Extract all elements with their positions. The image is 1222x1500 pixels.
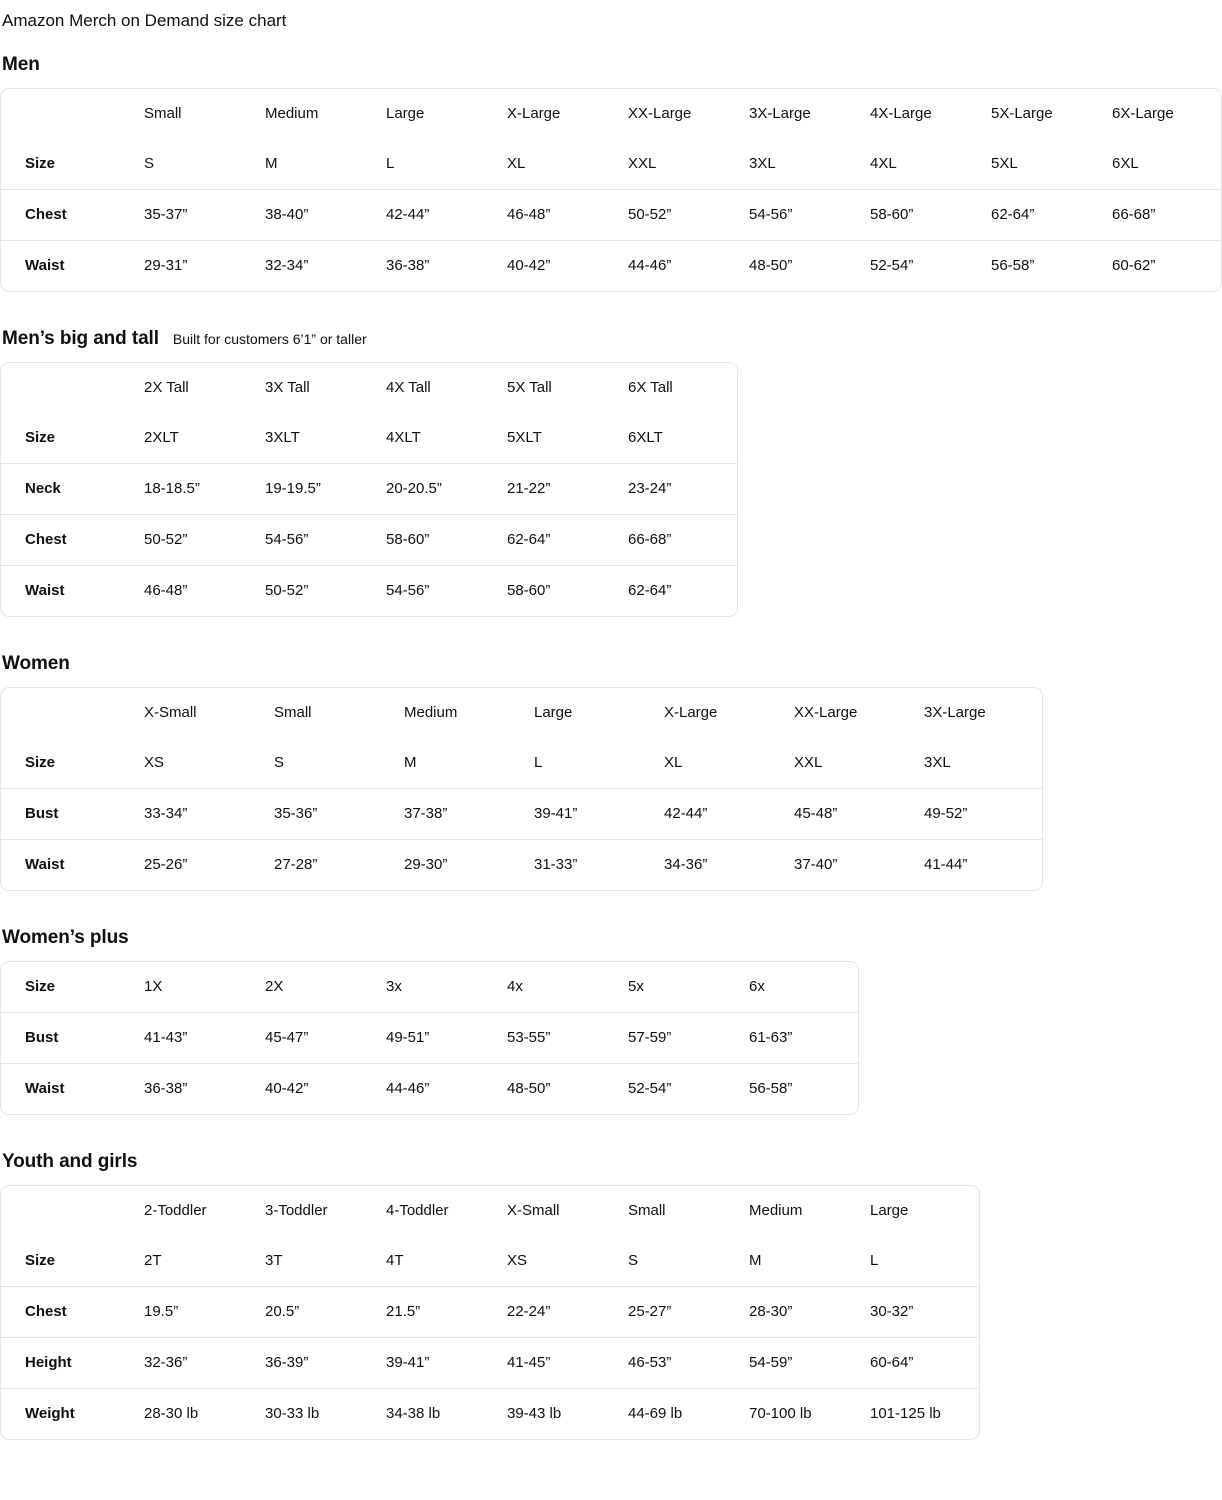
row-header: Waist [25, 257, 65, 274]
table-cell: 29-31” [144, 257, 188, 274]
row-header: Chest [1, 190, 132, 241]
row-header: Waist [25, 1080, 65, 1097]
table-cell: 53-55” [495, 1013, 616, 1064]
section-title: Youth and girls [2, 1151, 138, 1172]
table-cell: 19.5” [132, 1287, 253, 1338]
table-cell: 3XL [737, 139, 858, 190]
table-row [1, 1064, 858, 1115]
table-cell: 18-18.5” [132, 464, 253, 515]
table-cell: 34-38 lb [386, 1405, 441, 1422]
table-cell: XXL [782, 738, 912, 789]
table-cell: 48-50” [507, 1080, 551, 1097]
row-header: Waist [25, 582, 65, 599]
table-cell: 54-56” [737, 190, 858, 241]
table-cell: 4x [495, 962, 616, 1013]
table-header-row [1, 1186, 979, 1236]
table-cell: 28-30 lb [144, 1405, 199, 1422]
table-header-row [1, 363, 737, 413]
section-header [2, 927, 1222, 949]
row-header: Size [1, 1236, 132, 1287]
table-cell: 3x [374, 962, 495, 1013]
table-cell: L [374, 139, 495, 190]
table-cell: 66-68” [1100, 190, 1221, 241]
table-cell: 32-36” [132, 1338, 253, 1389]
table-cell: 35-37” [132, 190, 253, 241]
table-cell: 21.5” [374, 1287, 495, 1338]
column-header: 4X Tall [386, 379, 431, 396]
table-cell: 62-64” [979, 190, 1100, 241]
table-cell: 2T [132, 1236, 253, 1287]
section-title: Women [2, 653, 70, 674]
table-cell: L [522, 738, 652, 789]
table-cell: 62-64” [628, 582, 672, 599]
table-cell: 3T [253, 1236, 374, 1287]
section-header [2, 1151, 1222, 1173]
row-header: Chest [1, 1287, 132, 1338]
table-cell: 46-48” [495, 190, 616, 241]
table-row [1, 139, 1221, 190]
table-cell: 21-22” [495, 464, 616, 515]
table-header-row [1, 688, 1042, 738]
table-cell: 19-19.5” [253, 464, 374, 515]
table-cell: 1X [132, 962, 253, 1013]
table-row [1, 190, 1221, 241]
row-header: Size [1, 413, 132, 464]
table-cell: 22-24” [495, 1287, 616, 1338]
row-header: Size [1, 738, 132, 789]
column-header: 2X Tall [144, 379, 189, 396]
table-cell: 37-40” [794, 856, 838, 873]
table-cell: 46-48” [144, 582, 188, 599]
row-header: Chest [1, 515, 132, 566]
table-cell: 41-44” [924, 856, 968, 873]
table-cell: 39-41” [374, 1338, 495, 1389]
table-cell: 54-59” [737, 1338, 858, 1389]
column-header: X-Small [507, 1202, 560, 1219]
table-cell: 44-46” [386, 1080, 430, 1097]
section-title: Women’s plus [2, 927, 129, 948]
section-spacer [0, 891, 1222, 917]
table-cell: XL [652, 738, 782, 789]
column-header: Large [386, 105, 425, 122]
table-cell: 33-34” [132, 789, 262, 840]
section-spacer [0, 292, 1222, 318]
column-header: Large [534, 704, 573, 721]
table-cell: 40-42” [265, 1080, 309, 1097]
table-row [1, 840, 1042, 891]
table-cell: 58-60” [858, 190, 979, 241]
row-header: Waist [25, 856, 65, 873]
table-cell: 32-34” [265, 257, 309, 274]
table-cell: 36-38” [144, 1080, 188, 1097]
column-header: X-Small [144, 704, 197, 721]
table-cell: 3XL [912, 738, 1042, 789]
table-cell: 60-62” [1112, 257, 1156, 274]
table-cell: 3XLT [253, 413, 374, 464]
table-cell: 25-26” [144, 856, 188, 873]
section-header [2, 653, 1222, 675]
table-cell: 2XLT [132, 413, 253, 464]
table-cell: 56-58” [991, 257, 1035, 274]
table-cell: 56-58” [749, 1080, 793, 1097]
table-row [1, 566, 737, 617]
column-header: X-Large [664, 704, 718, 721]
page-title: Amazon Merch on Demand size chart [2, 11, 287, 30]
column-header: 3X Tall [265, 379, 310, 396]
table-cell: 44-69 lb [628, 1405, 683, 1422]
column-header: 3X-Large [924, 704, 986, 721]
table-row [1, 1338, 979, 1389]
size-table [1, 962, 858, 1114]
column-header: Small [274, 704, 312, 721]
table-cell: M [253, 139, 374, 190]
table-cell: 20-20.5” [374, 464, 495, 515]
size-table-container [0, 362, 738, 617]
section-note: Built for customers 6’1” or taller [172, 331, 367, 347]
size-table-container [0, 88, 1222, 292]
table-cell: 4T [374, 1236, 495, 1287]
table-cell: 36-39” [253, 1338, 374, 1389]
row-header: Bust [1, 1013, 132, 1064]
size-section [0, 1151, 1222, 1466]
table-row [1, 1389, 979, 1440]
section-header [2, 54, 1222, 76]
size-table-container [0, 961, 859, 1115]
table-cell: 2X [253, 962, 374, 1013]
row-header: Height [1, 1338, 132, 1389]
table-cell: 30-33 lb [265, 1405, 320, 1422]
table-row [1, 241, 1221, 292]
section-header [2, 328, 1222, 350]
table-cell: 60-64” [858, 1338, 979, 1389]
size-table [1, 688, 1042, 890]
row-header: Bust [1, 789, 132, 840]
size-table-container [0, 1185, 980, 1440]
table-cell: 48-50” [749, 257, 793, 274]
table-cell: 54-56” [253, 515, 374, 566]
column-header: X-Large [507, 105, 561, 122]
size-table [1, 1186, 979, 1439]
table-cell: 27-28” [274, 856, 318, 873]
section-title: Men [2, 54, 40, 75]
column-header: 5X-Large [991, 105, 1053, 122]
table-cell: M [737, 1236, 858, 1287]
column-header: XX-Large [628, 105, 692, 122]
section-spacer [0, 1440, 1222, 1466]
table-cell: 37-38” [392, 789, 522, 840]
table-corner-cell [1, 688, 132, 738]
table-cell: 36-38” [386, 257, 430, 274]
table-cell: 4XLT [374, 413, 495, 464]
table-cell: 6XLT [616, 413, 737, 464]
table-cell: 20.5” [253, 1287, 374, 1338]
table-cell: 44-46” [628, 257, 672, 274]
table-cell: 50-52” [132, 515, 253, 566]
row-header: Weight [25, 1405, 75, 1422]
table-cell: 62-64” [495, 515, 616, 566]
table-row [1, 464, 737, 515]
table-cell: 41-45” [495, 1338, 616, 1389]
table-cell: 41-43” [132, 1013, 253, 1064]
table-cell: XS [495, 1236, 616, 1287]
table-cell: 40-42” [507, 257, 551, 274]
column-header: Medium [404, 704, 458, 721]
table-cell: S [616, 1236, 737, 1287]
table-corner-cell [1, 1186, 132, 1236]
table-cell: M [392, 738, 522, 789]
table-cell: 39-43 lb [507, 1405, 562, 1422]
table-row [1, 1287, 979, 1338]
column-header: Medium [265, 105, 319, 122]
table-cell: 61-63” [737, 1013, 858, 1064]
table-cell: 50-52” [616, 190, 737, 241]
sections-container [0, 54, 1222, 1466]
column-header: 4-Toddler [386, 1202, 449, 1219]
table-cell: 46-53” [616, 1338, 737, 1389]
table-cell: 23-24” [616, 464, 737, 515]
table-cell: 25-27” [616, 1287, 737, 1338]
size-table [1, 363, 737, 616]
table-cell: 50-52” [265, 582, 309, 599]
column-header: 6X-Large [1112, 105, 1174, 122]
table-row [1, 1013, 858, 1064]
table-cell: 58-60” [507, 582, 551, 599]
column-header: 6X Tall [628, 379, 673, 396]
table-cell: 28-30” [737, 1287, 858, 1338]
table-cell: 31-33” [534, 856, 578, 873]
table-cell: 5x [616, 962, 737, 1013]
table-cell: 45-48” [782, 789, 912, 840]
table-row [1, 413, 737, 464]
table-cell: 38-40” [253, 190, 374, 241]
table-cell: 6x [737, 962, 858, 1013]
table-cell: 39-41” [522, 789, 652, 840]
column-header: Small [144, 105, 182, 122]
table-cell: 101-125 lb [870, 1405, 941, 1422]
table-cell: 45-47” [253, 1013, 374, 1064]
section-spacer [0, 1115, 1222, 1141]
table-cell: 52-54” [870, 257, 914, 274]
column-header: Small [628, 1202, 666, 1219]
table-cell: 58-60” [374, 515, 495, 566]
table-corner-cell [1, 89, 132, 139]
table-cell: 42-44” [374, 190, 495, 241]
table-cell: 52-54” [628, 1080, 672, 1097]
section-spacer [0, 617, 1222, 643]
table-row [1, 1236, 979, 1287]
table-cell: 5XL [979, 139, 1100, 190]
column-header: 5X Tall [507, 379, 552, 396]
table-cell: 70-100 lb [749, 1405, 812, 1422]
table-cell: 5XLT [495, 413, 616, 464]
column-header: 3-Toddler [265, 1202, 328, 1219]
table-row [1, 515, 737, 566]
row-header: Size [1, 962, 132, 1013]
table-row [1, 738, 1042, 789]
size-table-container [0, 687, 1043, 891]
table-cell: XL [495, 139, 616, 190]
table-cell: 54-56” [386, 582, 430, 599]
table-cell: S [132, 139, 253, 190]
size-section [0, 54, 1222, 318]
size-table [1, 89, 1221, 291]
table-cell: 49-52” [912, 789, 1042, 840]
table-cell: 30-32” [858, 1287, 979, 1338]
column-header: Medium [749, 1202, 803, 1219]
table-cell: L [858, 1236, 979, 1287]
table-header-row [1, 89, 1221, 139]
table-cell: 49-51” [374, 1013, 495, 1064]
size-section [0, 927, 1222, 1141]
row-header: Neck [1, 464, 132, 515]
table-cell: XXL [616, 139, 737, 190]
column-header: 3X-Large [749, 105, 811, 122]
table-cell: 29-30” [404, 856, 448, 873]
row-header: Size [1, 139, 132, 190]
section-title: Men’s big and tall [2, 328, 159, 349]
column-header: 4X-Large [870, 105, 932, 122]
table-corner-cell [1, 363, 132, 413]
table-cell: 4XL [858, 139, 979, 190]
size-section [0, 653, 1222, 917]
column-header: Large [870, 1202, 909, 1219]
table-cell: XS [132, 738, 262, 789]
size-section [0, 328, 1222, 643]
table-cell: 57-59” [616, 1013, 737, 1064]
table-cell: 66-68” [616, 515, 737, 566]
column-header: 2-Toddler [144, 1202, 207, 1219]
table-cell: 34-36” [664, 856, 708, 873]
table-row [1, 789, 1042, 840]
table-cell: 6XL [1100, 139, 1221, 190]
column-header: XX-Large [794, 704, 858, 721]
table-row [1, 962, 858, 1013]
table-cell: 35-36” [262, 789, 392, 840]
table-cell: S [262, 738, 392, 789]
table-cell: 42-44” [652, 789, 782, 840]
